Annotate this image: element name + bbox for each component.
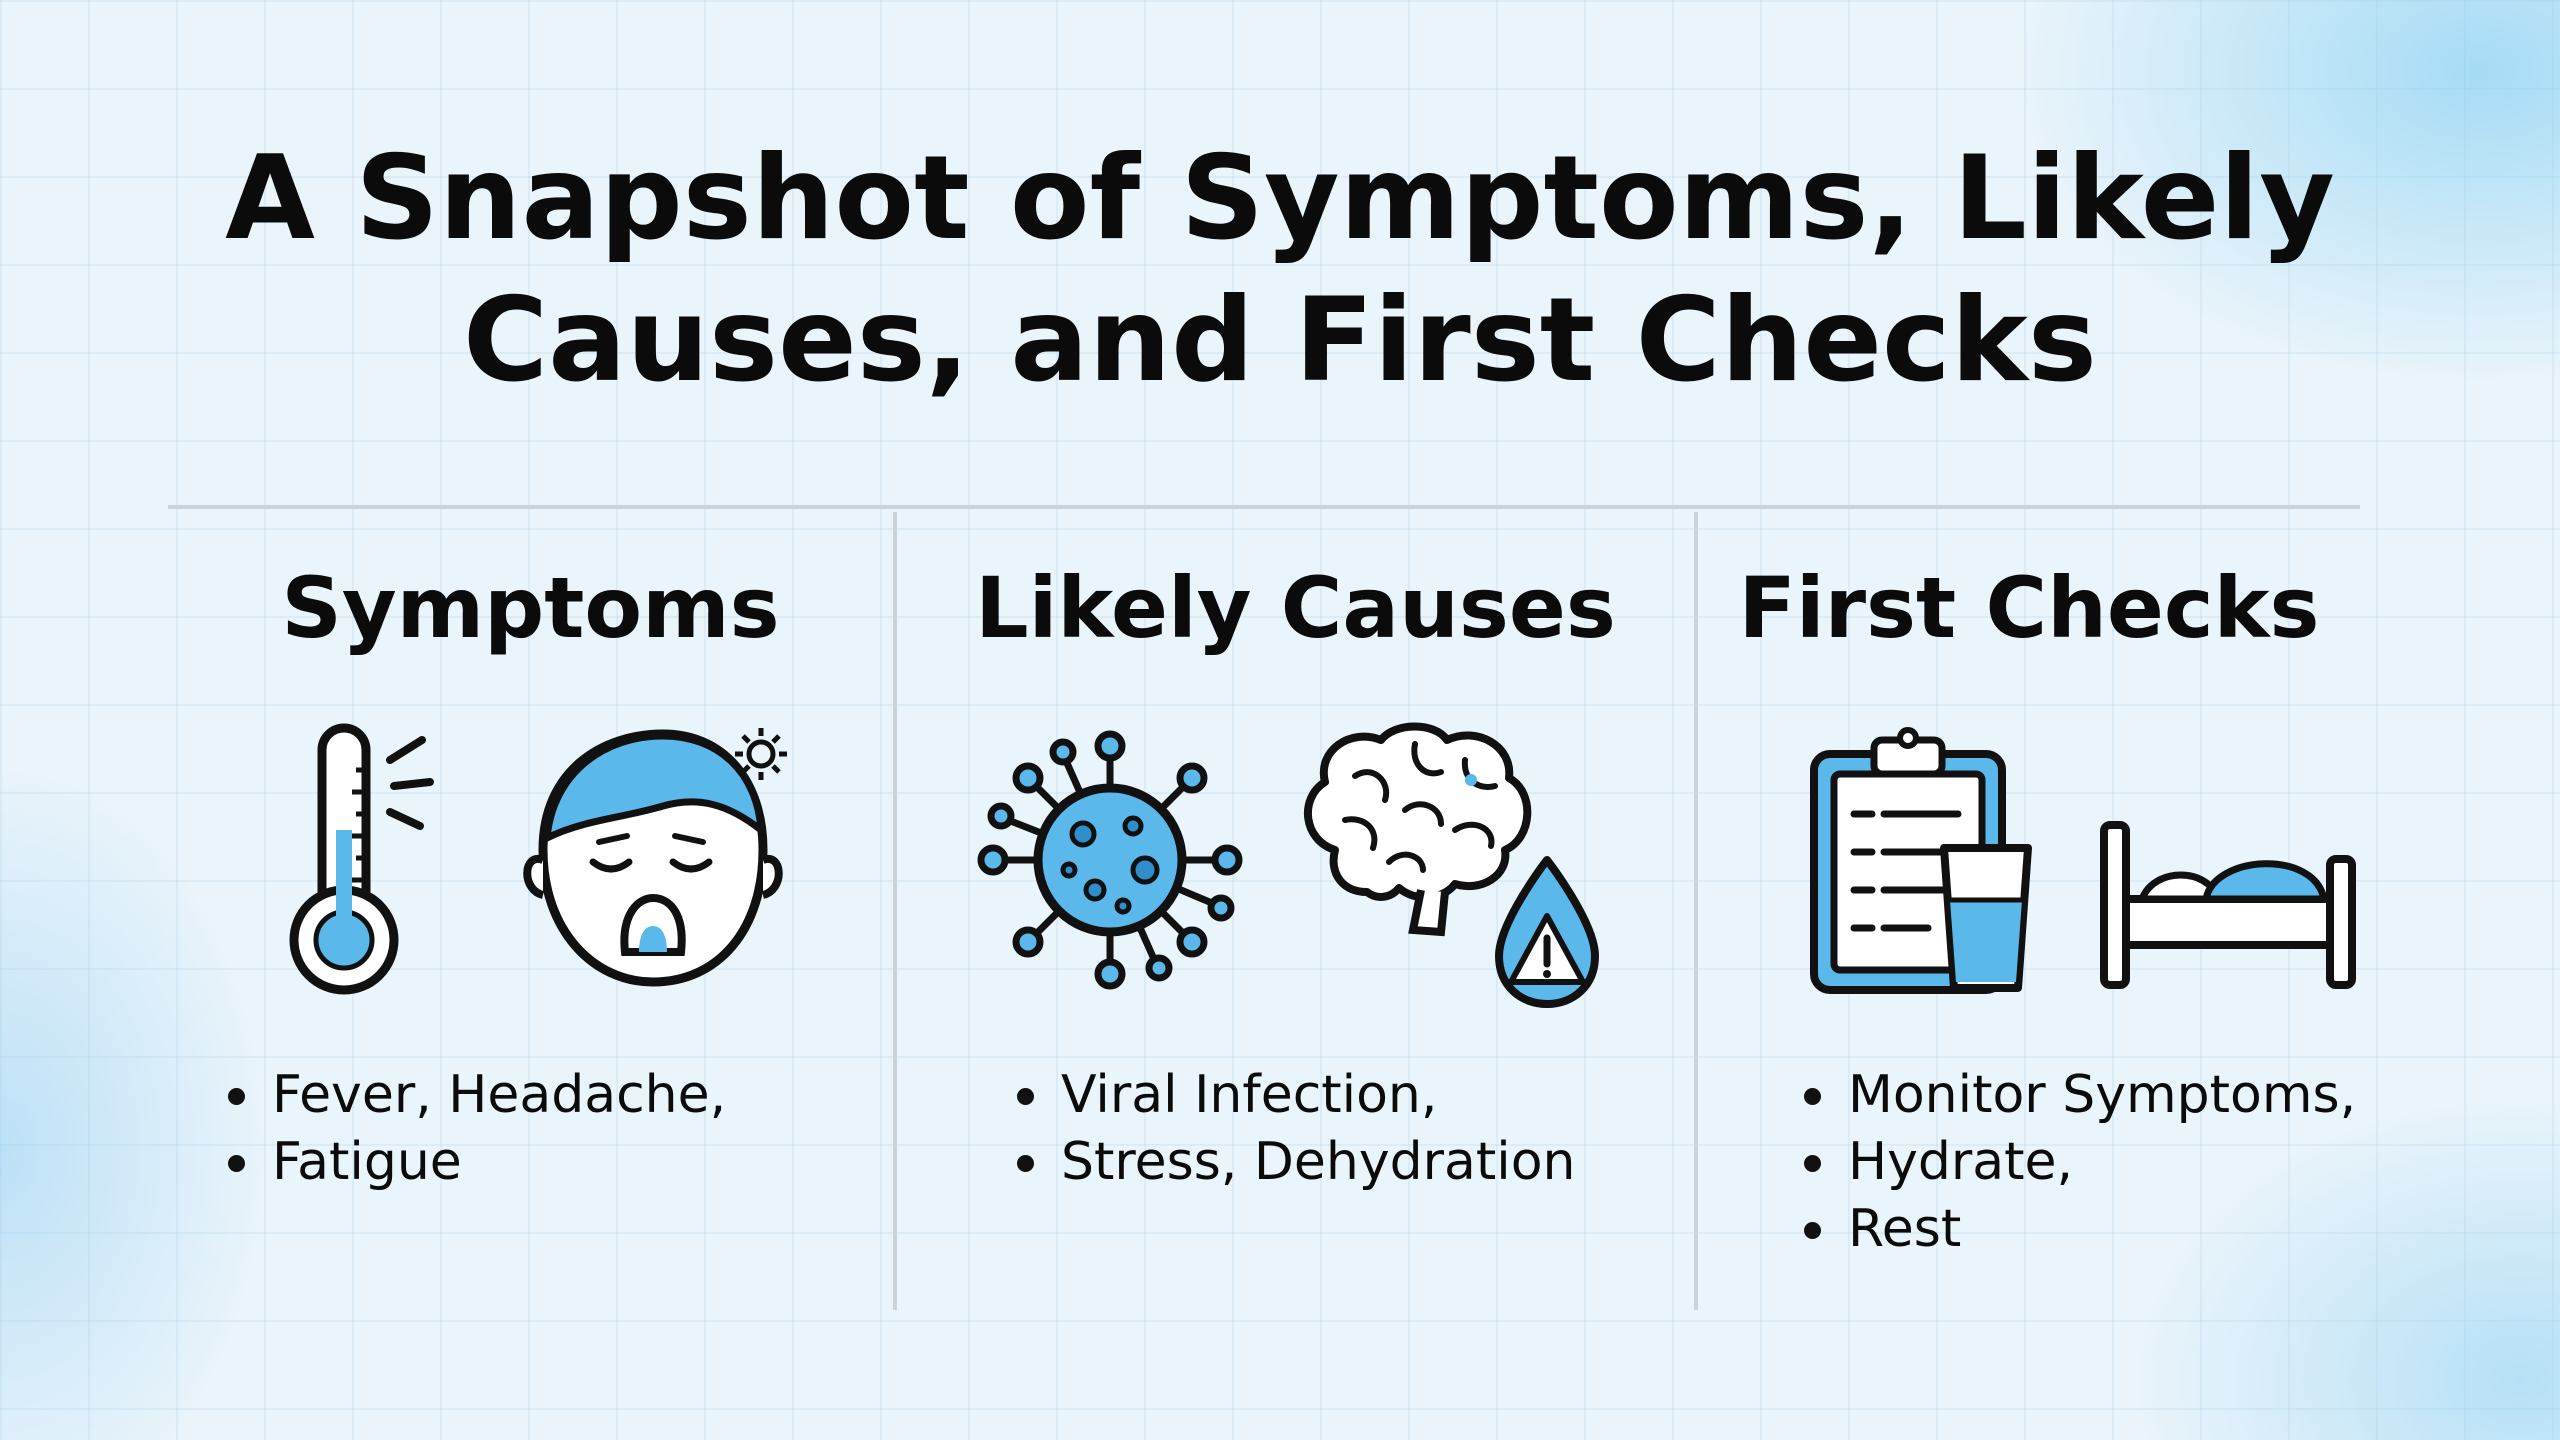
list-item: Fatigue	[228, 1129, 726, 1196]
water-drop-warning-icon	[1487, 852, 1607, 1012]
page-title	[0, 128, 2560, 412]
list-item: Fever, Headache,	[228, 1062, 726, 1129]
likely-causes-heading: Likely Causes	[975, 559, 1616, 657]
list-item: Rest	[1804, 1196, 2356, 1263]
symptoms-heading: Symptoms	[281, 559, 780, 657]
list-item: Hydrate,	[1804, 1129, 2356, 1196]
title-divider	[168, 505, 2360, 509]
bed-icon	[2098, 815, 2358, 995]
symptoms-list	[228, 1062, 726, 1196]
title-line-2: Causes, and First Checks	[463, 273, 2097, 408]
list-item: Stress, Dehydration	[1017, 1129, 1576, 1196]
list-item: Monitor Symptoms,	[1804, 1062, 2356, 1129]
virus-icon	[975, 730, 1245, 990]
list-item: Viral Infection,	[1017, 1062, 1576, 1129]
symptoms-icons	[168, 720, 893, 1020]
first-checks-list	[1804, 1062, 2356, 1263]
thermometer-icon	[268, 720, 448, 1000]
first-checks-heading: First Checks	[1738, 559, 2320, 657]
likely-causes-icons	[897, 720, 1694, 1020]
title-line-1: A Snapshot of Symptoms, Likely	[225, 131, 2335, 266]
symptoms-column	[168, 540, 893, 1300]
likely-causes-list	[1017, 1062, 1576, 1196]
likely-causes-column	[897, 540, 1694, 1300]
water-glass-icon	[1936, 838, 2036, 998]
first-checks-column	[1698, 540, 2360, 1300]
first-checks-icons	[1698, 720, 2360, 1020]
sick-face-icon	[513, 720, 793, 1000]
